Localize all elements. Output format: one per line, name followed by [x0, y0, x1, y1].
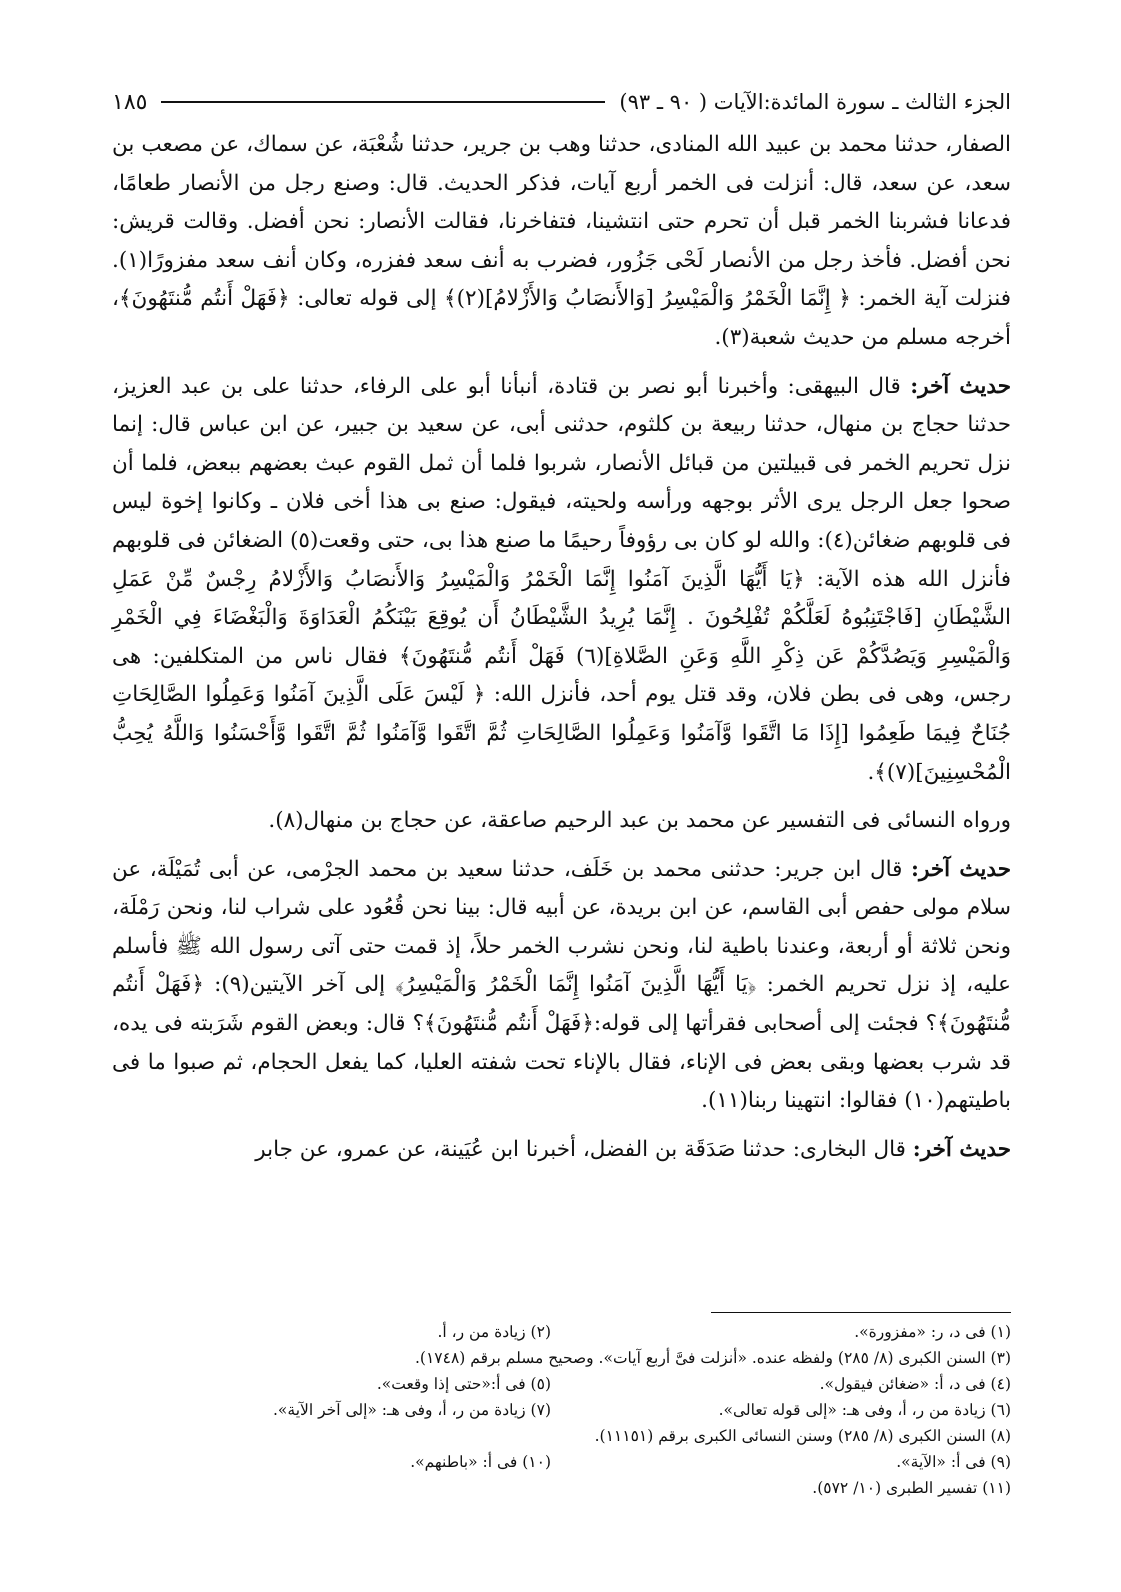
- paragraph: [112, 126, 1011, 358]
- page-number: ١٨٥: [112, 89, 148, 115]
- footnote: (٢) زيادة من ر، أ.: [437, 1323, 551, 1341]
- page-header: [112, 84, 1011, 120]
- footnote-rule: [711, 1312, 1011, 1313]
- paragraph: [112, 851, 1011, 1121]
- paragraph-text: ورواه النسائى فى التفسير عن محمد بن عبد الرحيم صاعقة، عن حجاج بن منهال(٨).: [268, 808, 1011, 834]
- footnote-row: [111, 1319, 1011, 1345]
- hadith-lead: حديث آخر:: [911, 856, 1011, 882]
- footnote: (٤) فى د، أ: «ضغائن فيقول».: [819, 1375, 1011, 1393]
- footnote-row: [111, 1449, 1011, 1475]
- paragraph-text: الصفار، حدثنا محمد بن عبيد الله المنادى، حدثنا وهب بن جرير، حدثنا شُعْبَة، عن سماك، عن مصعب بن سعد، عن سعد، قال: أنزلت فى الخمر أربع آيات، فذكر الحديث. قال: وصنع رجل من الأنصار طعامًا، فدعانا فشربنا الخمر قبل أن تحرم حتى انتشينا، فتفاخرنا، فقالت الأنصار: نحن أفضل. وقالت قريش: نحن أفضل. فأخذ رجل من الأنصار لَحْى جَزُور، فضرب به أنف سعد ففزره، وكان أنف سعد مفزورًا(١). فنزلت آية الخمر: ﴿ إِنَّمَا الْخَمْرُ وَالْمَيْسِرُ [وَالأَنصَابُ وَالأَزْلامُ](٢)﴾ إلى قوله تعالى: ﴿فَهَلْ أَنتُم مُّنتَهُونَ﴾، أخرجه مسلم من حديث شعبة(٣).: [112, 132, 1011, 350]
- footnote: (١) فى د، ر: «مفزورة».: [854, 1323, 1011, 1341]
- footnote-row: [111, 1475, 1011, 1501]
- hadith-lead: حديث آخر:: [912, 1136, 1011, 1162]
- footnote: (٣) السنن الكبرى (٨/ ٢٨٥) ولفظه عنده. «أنزلت فىَّ أربع آيات». وصحيح مسلم برقم (١٧٤٨).: [414, 1349, 1011, 1367]
- main-text: [112, 126, 1011, 1169]
- header-rule: [161, 101, 605, 103]
- footnote-row: [111, 1397, 1011, 1423]
- footnote-row: [111, 1371, 1011, 1397]
- paragraph-text: قال البخارى: حدثنا صَدَقَة بن الفضل، أخبرنا ابن عُيَينة، عن عمرو، عن جابر: [255, 1136, 906, 1162]
- footnote: (١٠) فى أ: «باطنهم».: [410, 1453, 551, 1471]
- running-title: الجزء الثالث ـ سورة المائدة:الآيات ( ٩٠ ـ ٩٣): [619, 90, 1011, 114]
- hadith-lead: حديث آخر:: [910, 373, 1011, 399]
- paragraph: [112, 368, 1011, 793]
- footnote: (٥) فى أ:«حتى إذا وقعت».: [376, 1375, 551, 1393]
- footnote: (٦) زيادة من ر، أ، وفى هـ: «إلى قوله تعالى».: [718, 1401, 1011, 1419]
- paragraph: [112, 802, 1011, 841]
- paragraph-text: قال ابن جرير: حدثنى محمد بن خَلَف، حدثنا سعيد بن محمد الجرْمى، عن أبى تُمَيْلَة، عن سلام مولى حفص أبى القاسم، عن ابن بريدة، عن أبيه قال: بينا نحن قُعُود على شراب لنا، ونحن رَمْلَة، ونحن ثلاثة أو أربعة، وعندنا باطية لنا، ونحن نشرب الخمر حلاً، إذ قمت حتى آتى رسول الله ﷺ فأسلم عليه، إذ نزل تحريم الخمر: ﴿يَا أَيُّهَا الَّذِينَ آمَنُوا إِنَّمَا الْخَمْرُ وَالْمَيْسِرُ﴾ إلى آخر الآيتين(٩): ﴿فَهَلْ أَنتُم مُّنتَهُونَ﴾؟ فجئت إلى أصحابى فقرأتها إلى قوله:﴿فَهَلْ أَنتُم مُّنتَهُونَ﴾؟ قال: وبعض القوم شَرَبته فى يده، قد شرب بعضها وبقى بعض فى الإناء، فقال بالإناء تحت شفته العليا، كما يفعل الحجام، ثم صبوا ما فى باطيتهم(١٠) فقالوا: انتهينا ربنا(١١).: [112, 856, 1011, 1114]
- paragraph: [112, 1131, 1011, 1170]
- footnotes: [111, 1312, 1011, 1501]
- footnote-row: [111, 1345, 1011, 1371]
- footnote: (٩) فى أ: «الآية».: [896, 1453, 1011, 1471]
- footnote-row: [111, 1423, 1011, 1449]
- footnote: (١١) تفسير الطبرى (١٠/ ٥٧٢).: [812, 1479, 1011, 1497]
- paragraph-text: قال البيهقى: وأخبرنا أبو نصر بن قتادة، أنبأنا أبو على الرفاء، حدثنا على بن عبد العزيز، حدثنا حجاج بن منهال، حدثنا ربيعة بن كلثوم، حدثنى أبى، عن سعيد بن جبير، عن ابن عباس قال: إنما نزل تحريم الخمر فى قبيلتين من قبائل الأنصار، شربوا فلما أن ثمل القوم عبث بعضهم ببعض، فلما أن صحوا جعل الرجل يرى الأثر بوجهه ورأسه ولحيته، فيقول: صنع بى هذا أخى فلان ـ وكانوا إخوة ليس فى قلوبهم ضغائن(٤): والله لو كان بى رؤوفاً رحيمًا ما صنع هذا بى، حتى وقعت(٥) الضغائن فى قلوبهم فأنزل الله هذه الآية: ﴿يَا أَيُّهَا الَّذِينَ آمَنُوا إِنَّمَا الْخَمْرُ وَالْمَيْسِرُ وَالأَنصَابُ وَالأَزْلامُ رِجْسٌ مِّنْ عَمَلِ الشَّيْطَانِ [فَاجْتَنِبُوهُ لَعَلَّكُمْ تُفْلِحُونَ . إِنَّمَا يُرِيدُ الشَّيْطَانُ أَن يُوقِعَ بَيْنَكُمُ الْعَدَاوَةَ وَالْبَغْضَاءَ فِي الْخَمْرِ وَالْمَيْسِرِ وَيَصُدَّكُمْ عَن ذِكْرِ اللَّهِ وَعَنِ الصَّلاةِ](٦) فَهَلْ أَنتُم مُّنتَهُونَ﴾ فقال ناس من المتكلفين: هى رجس، وهى فى بطن فلان، وقد قتل يوم أحد، فأنزل الله: ﴿ لَيْسَ عَلَى الَّذِينَ آمَنُوا وَعَمِلُوا الصَّالِحَاتِ جُنَاحٌ فِيمَا طَعِمُوا [إِذَا مَا اتَّقَوا وَّآمَنُوا وَعَمِلُوا الصَّالِحَاتِ ثُمَّ اتَّقَوا وَّآمَنُوا ثُمَّ اتَّقَوا وَّأَحْسَنُوا وَاللَّهُ يُحِبُّ الْمُحْسِنِينَ](٧)﴾.: [112, 373, 1011, 785]
- footnote: (٨) السنن الكبرى (٨/ ٢٨٥) وسنن النسائى الكبرى برقم (١١١٥١).: [594, 1427, 1011, 1445]
- footnote: (٧) زيادة من ر، أ، وفى هـ: «إلى آخر الآية».: [272, 1401, 551, 1419]
